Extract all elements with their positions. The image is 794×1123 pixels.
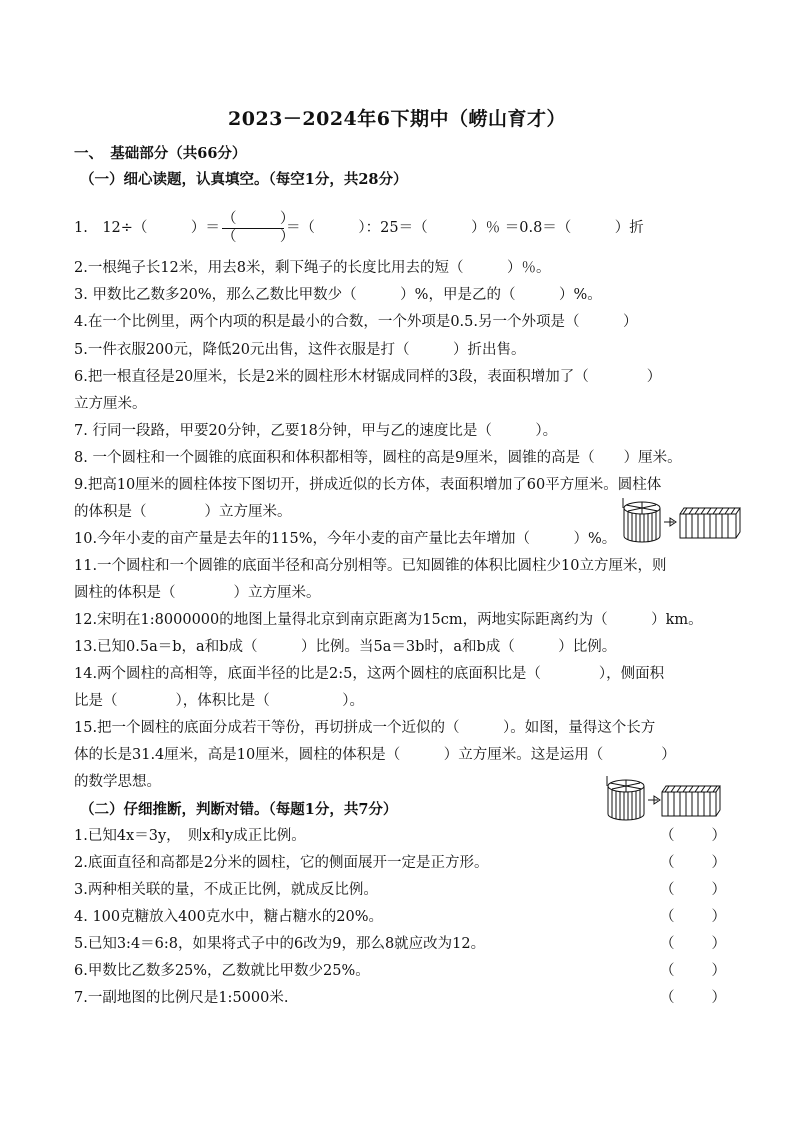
question-13: 13.已知0.5a＝b，a和b成（ ）比例。当5a＝3b时，a和b成（ ）比例。 — [74, 639, 617, 655]
question-14: 14.两个圆柱的高相等，底面半径的比是2:5，这两个圆柱的底面积比是（ ），侧面积 — [74, 666, 665, 682]
q1-fraction-numerator: （ ） — [221, 210, 295, 227]
question-12: 12.宋明在1:8000000的地图上量得北京到南京距离为15cm，两地实际距离约为（ ）km。 — [74, 612, 703, 628]
question-14-cont: 比是（ ），体积比是（ ）。 — [74, 693, 364, 709]
judge-item-text: 2.底面直径和高都是2分米的圆柱，它的侧面展开一定是正方形。 — [74, 855, 489, 871]
q1-prefix: 1. 12÷（ ）＝ — [74, 220, 220, 236]
question-8: 8. 一个圆柱和一个圆锥的底面积和体积都相等，圆柱的高是9厘米，圆锥的高是（ ）厘米。 — [74, 450, 682, 466]
judge-item-text: 3.两种相关联的量，不成正比例，就成反比例。 — [74, 882, 378, 898]
question-2: 2.一根绳子长12米，用去8米，剩下绳子的长度比用去的短（ ）％。 — [74, 260, 551, 276]
question-9: 9.把高10厘米的圆柱体按下图切开，拼成近似的长方体，表面积增加了60平方厘米。圆柱体 — [74, 477, 662, 493]
question-3: 3. 甲数比乙数多20%，那么乙数比甲数少（ ）%，甲是乙的（ ）%。 — [74, 287, 602, 303]
cylinder-to-cuboid-figure-2 — [604, 774, 722, 822]
question-1 — [74, 208, 734, 248]
question-4: 4.在一个比例里，两个内项的积是最小的合数，一个外项是0.5.另一个外项是（ ） — [74, 314, 638, 330]
cylinder-to-cuboid-figure — [620, 496, 742, 544]
answer-blank[interactable]: （ ） — [660, 963, 726, 979]
judge-item-text: 4. 100克糖放入400克水中，糖占糖水的20%。 — [74, 909, 384, 925]
answer-blank[interactable]: （ ） — [660, 828, 726, 844]
question-15-cont: 体的长是31.4厘米，高是10厘米，圆柱的体积是（ ）立方厘米。这是运用（ ） — [74, 747, 676, 763]
question-15: 15.把一个圆柱的底面分成若干等份，再切拼成一个近似的（ ）。如图，量得这个长方 — [74, 720, 656, 736]
question-10: 10.今年小麦的亩产量是去年的115%，今年小麦的亩产量比去年增加（ ）%。 — [74, 531, 617, 547]
question-7: 7. 行同一段路，甲要20分钟，乙要18分钟，甲与乙的速度比是（ ）。 — [74, 423, 558, 439]
judge-item-5 — [74, 934, 726, 954]
section-heading: 一、 基础部分（共66分） — [74, 145, 247, 162]
judge-item-text: 7.一副地图的比例尺是1:5000米. — [74, 990, 289, 1006]
judge-item-1 — [74, 826, 726, 846]
judge-item-text: 1.已知4x＝3y， 则x和y成正比例。 — [74, 828, 306, 844]
judge-item-2 — [74, 853, 726, 873]
judge-item-3 — [74, 880, 726, 900]
page-title: 2023－2024年6下期中（崂山育才） — [228, 108, 566, 130]
answer-blank[interactable]: （ ） — [660, 936, 726, 952]
question-11-cont: 圆柱的体积是（ ）立方厘米。 — [74, 585, 321, 601]
question-6-cont: 立方厘米。 — [74, 396, 147, 412]
q1-fraction-denominator: （ ） — [221, 228, 295, 245]
judge-item-text: 5.已知3:4＝6:8，如果将式子中的6改为9，那么8就应改为12。 — [74, 936, 486, 952]
q1-fraction — [221, 210, 295, 246]
answer-blank[interactable]: （ ） — [660, 909, 726, 925]
judge-item-4 — [74, 907, 726, 927]
part2-heading: （二）仔细推断，判断对错。（每题1分，共7分） — [80, 801, 398, 818]
part1-heading: （一）细心读题，认真填空。（每空1分，共28分） — [80, 171, 408, 188]
answer-blank[interactable]: （ ） — [660, 990, 726, 1006]
answer-blank[interactable]: （ ） — [660, 855, 726, 871]
question-5: 5.一件衣服200元，降低20元出售，这件衣服是打（ ）折出售。 — [74, 342, 526, 358]
question-11: 11.一个圆柱和一个圆锥的底面半径和高分别相等。已知圆锥的体积比圆柱少10立方厘米，则 — [74, 558, 667, 574]
question-9-cont: 的体积是（ ）立方厘米。 — [74, 504, 292, 520]
question-6: 6.把一根直径是20厘米，长是2米的圆柱形木材锯成同样的3段，表面积增加了（ ） — [74, 369, 662, 385]
judge-item-6 — [74, 961, 726, 981]
answer-blank[interactable]: （ ） — [660, 882, 726, 898]
judge-item-text: 6.甲数比乙数多25%，乙数就比甲数少25%。 — [74, 963, 370, 979]
q1-suffix: ＝（ ）：25＝（ ）％ ＝0.8＝（ ）折 — [285, 220, 644, 236]
judge-item-7 — [74, 988, 726, 1008]
question-15-end: 的数学思想。 — [74, 774, 161, 790]
